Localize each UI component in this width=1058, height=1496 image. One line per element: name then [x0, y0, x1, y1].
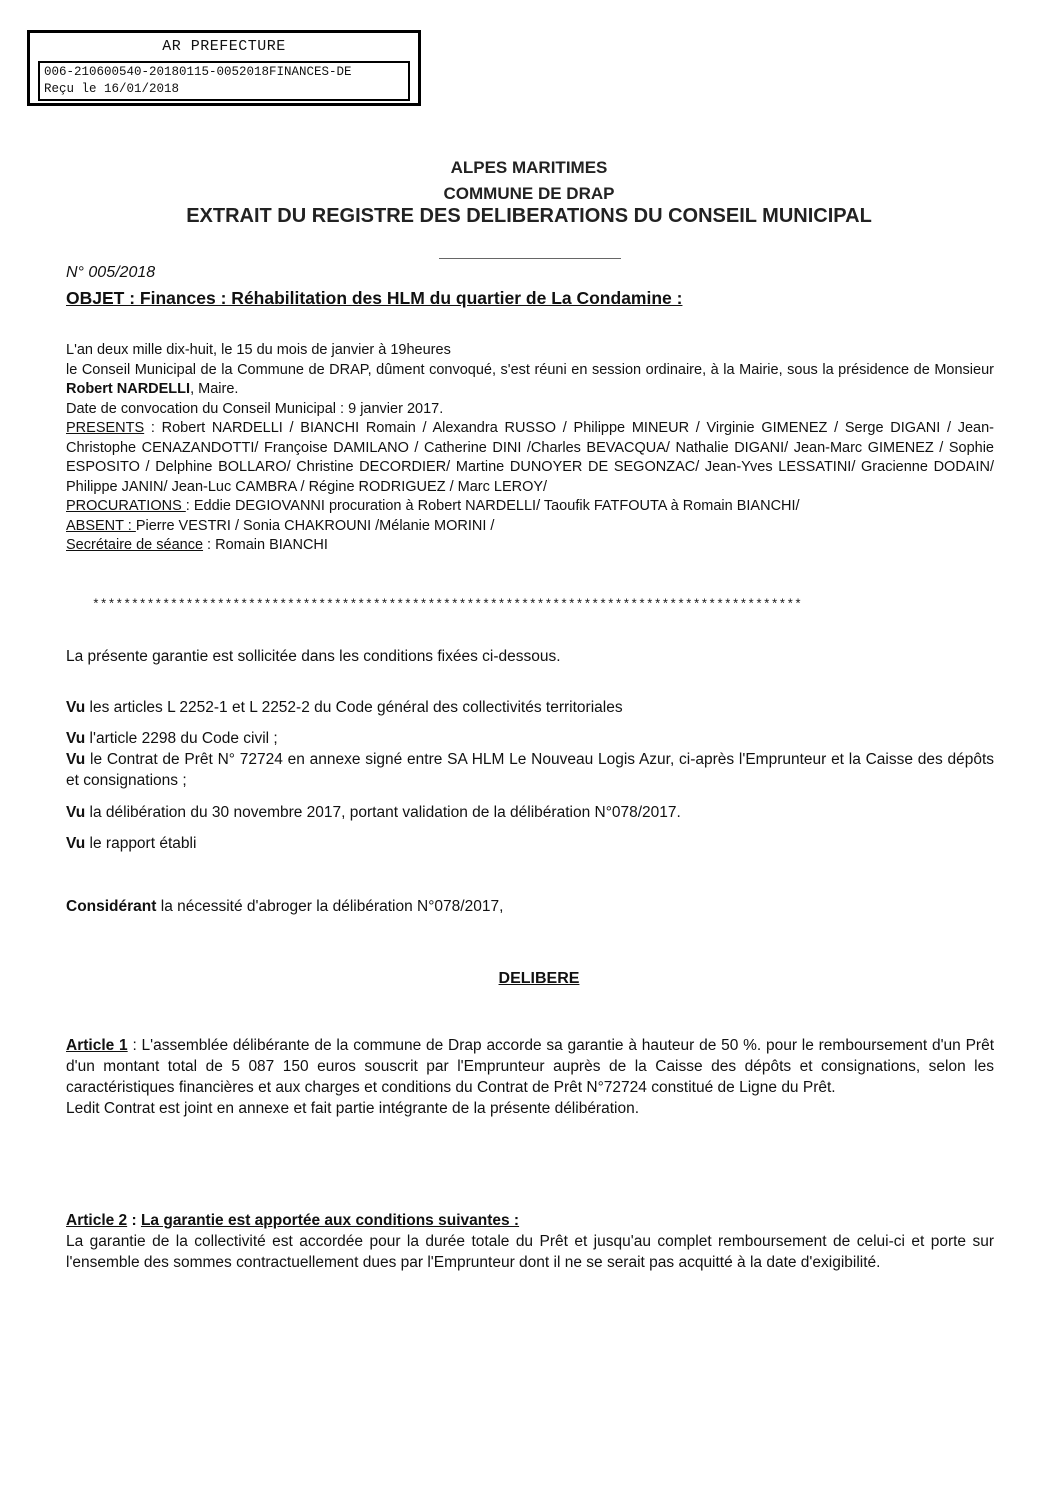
- presents-list: PRESENTS : Robert NARDELLI / BIANCHI Romain / Alexandra RUSSO / Philippe MINEUR / Virginie GIMENEZ / Serge DIGANI / Jean-Christophe CENAZANDOTTI/ Françoise DAMILANO / Catherine DINI /Charles BEVACQUA/ Nathalie DIGANI/ Jean-Marc GIMENEZ / Sophie ESPOSITO / Delphine BOLLARO/ Christine DECORDIER/ Martine DUNOYER DE SEGONZAC/ Jean-Yves LESSATINI/ Gracienne DODAIN/ Philippe JANIN/ Jean-Luc CAMBRA / Régine RODRIGUEZ / Marc LEROY/: [66, 420, 994, 495]
- session-convocation: le Conseil Municipal de la Commune de DRAP, dûment convoqué, s'est réuni en session ordinaire, à la Mairie, sous la présidence de Monsieur Robert NARDELLI, Maire.: [66, 361, 994, 397]
- department-heading: ALPES MARITIMES: [450, 158, 608, 177]
- header-divider: [439, 258, 621, 259]
- delibere-heading: DELIBERE: [498, 970, 580, 987]
- mayor-name: Robert NARDELLI: [66, 381, 191, 397]
- stamp-received-date: Reçu le 16/01/2018: [44, 82, 180, 96]
- considerant: Considérant la nécessité d'abroger la délibération N°078/2017,: [66, 898, 504, 915]
- vu-code-civil-and-contract: Vu l'article 2298 du Code civil ; Vu le Contrat de Prêt N° 72724 en annexe signé entre SA HLM Le Nouveau Logis Azur, ci-après l'Emprunteur et la Caisse des dépôts et consignations ;: [66, 730, 994, 789]
- procurations-list: PROCURATIONS : Eddie DEGIOVANNI procuration à Robert NARDELLI/ Taoufik FATFOUTA à Romain BIANCHI/: [66, 498, 800, 514]
- article-2: Article 2 : La garantie est apportée aux conditions suivantes : La garantie de la collectivité est accordée pour la durée totale du Prêt et jusqu'au complet remboursement de celui-ci et porte sur l'ensemble des sommes contractuellement dues par l'Emprunteur dont il ne se serait pas acquitté à la date d'exigibilité.: [66, 1212, 994, 1271]
- article-1: Article 1 : L'assemblée délibérante de la commune de Drap accorde sa garantie à hauteur de 50 %. pour le remboursement d'un Prêt d'un montant total de 5 087 150 euros souscrit par l'Emprunteur auprès de la Caisse des dépôts et consignations, selon les caractéristiques financières et aux charges et conditions du Contrat de Prêt N°72724 constitué de Ligne du Prêt. Ledit Contrat est joint en annexe et fait partie intégrante de la présente délibération.: [66, 1037, 995, 1117]
- vu-deliberation: Vu la délibération du 30 novembre 2017, portant validation de la délibération N°078/2017.: [66, 804, 681, 821]
- stamp-reference: 006-210600540-20180115-0052018FINANCES-DE: [44, 65, 352, 79]
- commune-heading: COMMUNE DE DRAP: [443, 184, 615, 203]
- separator-stars: *******************************************************************************************: [92, 597, 802, 612]
- session-date: L'an deux mille dix-huit, le 15 du mois de janvier à 19heures: [66, 342, 451, 358]
- intro-text: La présente garantie est sollicitée dans les conditions fixées ci-dessous.: [66, 648, 561, 665]
- deliberation-subject: OBJET : Finances : Réhabilitation des HLM du quartier de La Condamine :: [66, 288, 683, 308]
- deliberation-number: N° 005/2018: [66, 264, 156, 281]
- vu-articles: Vu les articles L 2252-1 et L 2252-2 du Code général des collectivités territoriales: [66, 699, 623, 716]
- convocation-date: Date de convocation du Conseil Municipal : 9 janvier 2017.: [66, 400, 444, 417]
- absent-list: ABSENT : Pierre VESTRI / Sonia CHAKROUNI /Mélanie MORINI /: [66, 517, 495, 534]
- stamp-title: AR PREFECTURE: [162, 38, 286, 55]
- secretary: Secrétaire de séance : Romain BIANCHI: [66, 537, 328, 553]
- stamp-reference-box: [38, 61, 410, 101]
- document-title: EXTRAIT DU REGISTRE DES DELIBERATIONS DU CONSEIL MUNICIPAL: [186, 205, 872, 227]
- vu-report: Vu le rapport établi: [66, 835, 197, 852]
- session-preamble: [66, 341, 994, 556]
- prefecture-stamp: [27, 30, 421, 106]
